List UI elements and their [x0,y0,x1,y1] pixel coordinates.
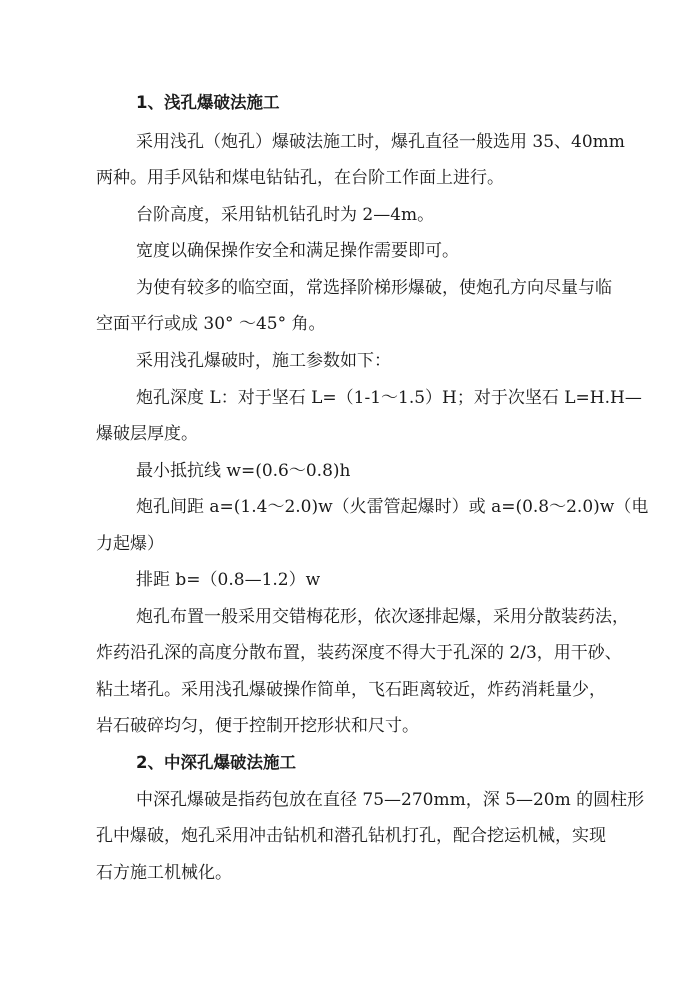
paragraph-line: 孔中爆破，炮孔采用冲击钻机和潜孔钻机打孔，配合挖运机械，实现 [96,826,606,846]
paragraph-line: 爆破层厚度。 [96,424,198,444]
paragraph-line: 中深孔爆破是指药包放在直径 75—270mm，深 5—20m 的圆柱形 [136,790,645,810]
paragraph-line: 为使有较多的临空面，常选择阶梯形爆破，使炮孔方向尽量与临 [136,278,612,298]
paragraph-line: 两种。用手风钻和煤电钻钻孔，在台阶工作面上进行。 [96,168,504,188]
paragraph-line: 粘土堵孔。采用浅孔爆破操作简单，飞石距离较近，炸药消耗量少， [96,680,606,700]
paragraph-line: 石方施工机械化。 [96,863,232,883]
paragraph-line: 空面平行或成 30° ～45° 角。 [96,314,326,334]
paragraph-line: 炮孔深度 L：对于坚石 L=（1-1～1.5）H；对于次坚石 L=H.H— [136,388,642,408]
paragraph-line: 炮孔间距 a=(1.4～2.0)w（火雷管起爆时）或 a=(0.8～2.0)w（电 [136,497,649,517]
paragraph-line: 宽度以确保操作安全和满足操作需要即可。 [136,241,459,261]
paragraph-line: 台阶高度，采用钻机钻孔时为 2—4m。 [136,205,435,225]
paragraph-line: 最小抵抗线 w=(0.6～0.8)h [136,461,351,481]
paragraph-line: 炮孔布置一般采用交错梅花形，依次逐排起爆，采用分散装药法， [136,607,629,627]
paragraph-line: 排距 b=（0.8—1.2）w [136,570,321,590]
paragraph-line: 炸药沿孔深的高度分散布置，装药深度不得大于孔深的 2/3，用干砂、 [96,643,622,663]
paragraph-line: 力起爆） [96,534,164,554]
section-heading-1: 1、浅孔爆破法施工 [136,93,280,112]
paragraph-line: 采用浅孔（炮孔）爆破法施工时，爆孔直径一般选用 35、40mm [136,132,625,152]
section-heading-2: 2、中深孔爆破法施工 [136,753,296,772]
paragraph-line: 岩石破碎均匀，便于控制开挖形状和尺寸。 [96,716,419,736]
paragraph-line: 采用浅孔爆破时，施工参数如下： [136,351,391,371]
